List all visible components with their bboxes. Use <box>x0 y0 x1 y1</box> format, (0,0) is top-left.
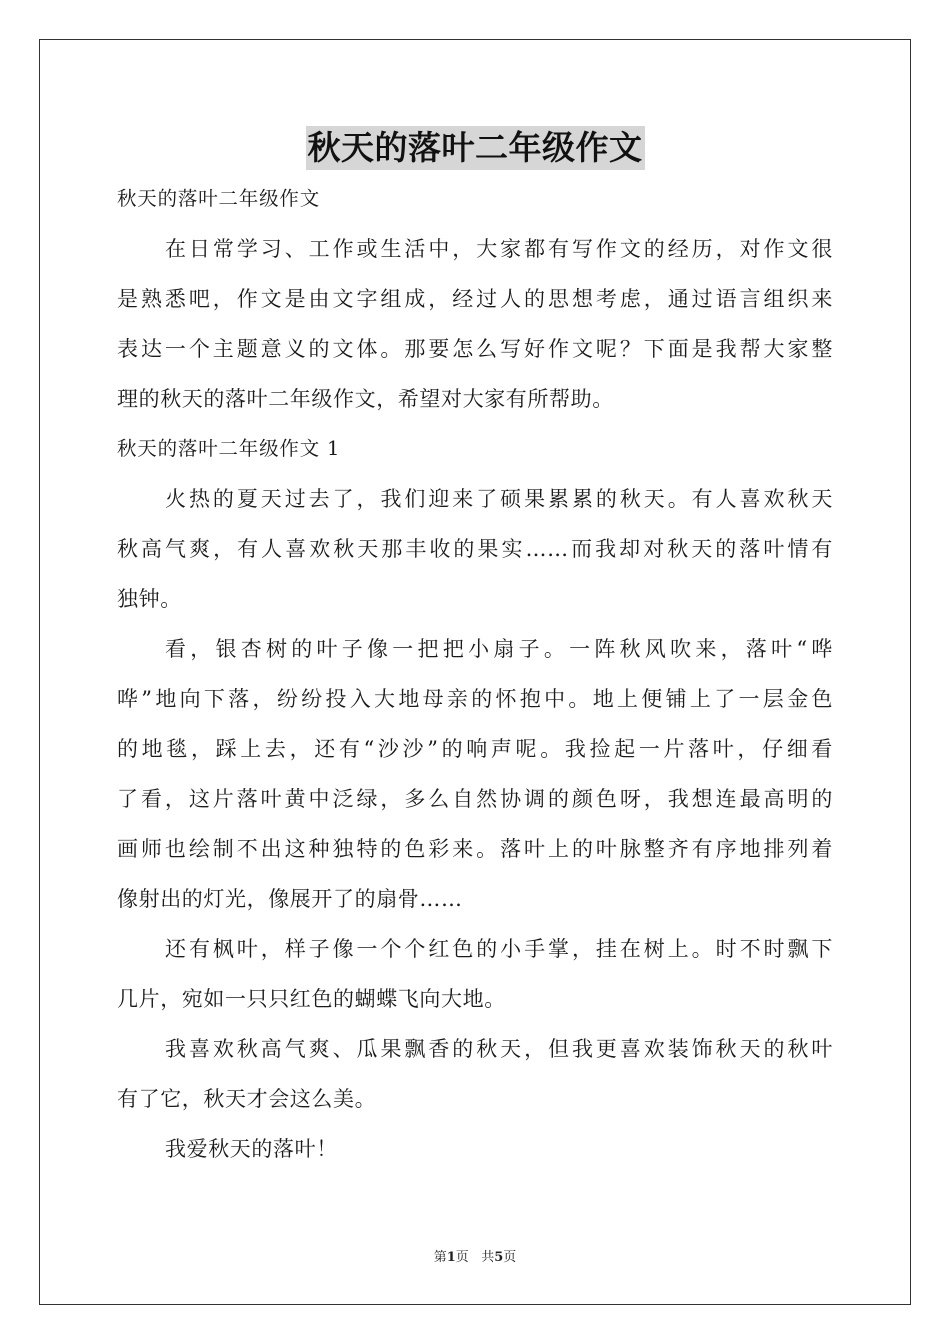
page-footer <box>0 1246 950 1265</box>
total-prefix: 共 <box>481 1250 495 1265</box>
paragraph-line: 秋高气爽，有人喜欢秋天那丰收的果实……而我却对秋天的落叶情有 <box>117 537 833 561</box>
document-title: 秋天的落叶二年级作文 <box>306 126 645 170</box>
paragraph-line: 我爱秋天的落叶！ <box>165 1137 338 1161</box>
paragraph-line: 火热的夏天过去了，我们迎来了硕果累累的秋天。有人喜欢秋天 <box>165 487 833 511</box>
intro-line: 是熟悉吧，作文是由文字组成，经过人的思想考虑，通过语言组织来 <box>117 287 833 311</box>
intro-line: 理的秋天的落叶二年级作文，希望对大家有所帮助。 <box>117 387 614 411</box>
paragraph-line: 像射出的灯光，像展开了的扇骨…… <box>117 887 463 911</box>
intro-line: 表达一个主题意义的文体。那要怎么写好作文呢？下面是我帮大家整 <box>117 337 833 361</box>
paragraph-line: 有了它，秋天才会这么美。 <box>117 1087 377 1111</box>
subtitle: 秋天的落叶二年级作文 <box>117 187 321 210</box>
intro-line: 在日常学习、工作或生活中，大家都有写作文的经历，对作文很 <box>165 237 833 261</box>
paragraph-line: 的地毯，踩上去，还有“沙沙”的响声呢。我捡起一片落叶，仔细看 <box>117 737 833 761</box>
paragraph-line: 我喜欢秋高气爽、瓜果飘香的秋天，但我更喜欢装饰秋天的秋叶 <box>165 1037 833 1061</box>
paragraph-line: 独钟。 <box>117 587 182 611</box>
title-container <box>0 126 950 170</box>
paragraph-line: 几片，宛如一只只红色的蝴蝶飞向大地。 <box>117 987 506 1011</box>
paragraph-line: 还有枫叶，样子像一个个红色的小手掌，挂在树上。时不时飘下 <box>165 937 833 961</box>
paragraph-line: 画师也绘制不出这种独特的色彩来。落叶上的叶脉整齐有序地排列着 <box>117 837 833 861</box>
paragraph-line: 哗”地向下落，纷纷投入大地母亲的怀抱中。地上便铺上了一层金色 <box>117 687 833 711</box>
page-total: 5 <box>494 1250 504 1265</box>
page-prefix: 第 <box>433 1250 447 1265</box>
total-suffix: 页 <box>503 1250 517 1265</box>
section-heading: 秋天的落叶二年级作文 1 <box>117 437 341 460</box>
page-current: 1 <box>446 1250 456 1265</box>
page-suffix: 页 <box>455 1250 469 1265</box>
paragraph-line: 了看，这片落叶黄中泛绿，多么自然协调的颜色呀，我想连最高明的 <box>117 787 833 811</box>
paragraph-line: 看，银杏树的叶子像一把把小扇子。一阵秋风吹来，落叶“哗 <box>165 637 833 661</box>
document-body <box>117 174 833 1174</box>
